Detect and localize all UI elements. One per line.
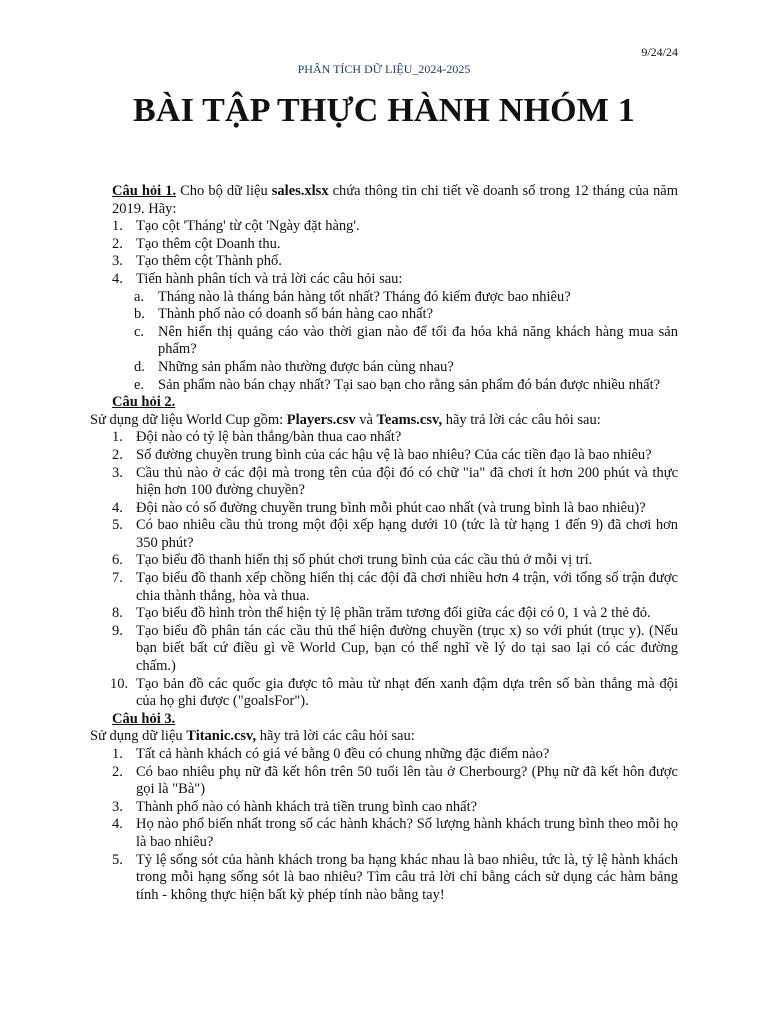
list-item bbox=[90, 429, 678, 447]
sub-item-text: Sản phẩm nào bán chạy nhất? Tại sao bạn cho rằng sản phẩm đó bán được nhiều nhất? bbox=[158, 376, 661, 393]
item-text: Có bao nhiêu cầu thủ trong một đội xếp hạng dưới 10 (tức là từ hạng 1 đến 9) đã chơi hơn 350 phút? bbox=[136, 517, 678, 551]
question-3-intro-b: hãy trả lời các câu hỏi sau: bbox=[256, 728, 415, 745]
question-2-intro-a: Sử dụng dữ liệu World Cup gồm: bbox=[90, 411, 287, 428]
item-text: Tiến hành phân tích và trả lời các câu hỏi sau: bbox=[136, 270, 403, 287]
item-text: Tạo biểu đồ phân tán các cầu thủ thể hiện đường chuyền (trục x) so với phút (trục y). (Nếu bạn biết bất cứ điều gì về World Cup, bạn có thể nghĩ về lý do tại sao lại có các đường chấm.) bbox=[136, 622, 678, 675]
list-item bbox=[90, 447, 678, 465]
item-text: Họ nào phổ biến nhất trong số các hành khách? Số lượng hành khách trung bình theo mỗi họ là bao nhiêu? bbox=[136, 816, 678, 850]
list-item bbox=[90, 218, 678, 236]
sub-item-letter: a. bbox=[134, 288, 145, 305]
item-text: Tạo biểu đồ thanh hiển thị số phút chơi trung bình của các cầu thủ ở mỗi vị trí. bbox=[136, 552, 593, 569]
question-2-file-teams: Teams.csv, bbox=[376, 411, 443, 428]
list-item bbox=[90, 236, 678, 254]
question-1-intro-b: chứa thông tin chi tiết về doanh số trong 12 tháng của năm 2019. Hãy: bbox=[112, 183, 678, 217]
item-text: Tạo bản đồ các quốc gia được tô màu từ nhạt đến xanh đậm dựa trên số bàn thắng mà đội của họ ghi được ("goalsFor"). bbox=[136, 675, 678, 710]
list-item bbox=[90, 764, 678, 799]
sub-item-letter: d. bbox=[134, 358, 145, 375]
item-number: 4. bbox=[112, 499, 123, 516]
question-1-sublist bbox=[136, 289, 678, 395]
question-2-file-players: Players.csv bbox=[286, 411, 356, 428]
sub-item-text: Thành phố nào có doanh số bán hàng cao nhất? bbox=[158, 306, 434, 323]
question-3-heading bbox=[90, 711, 678, 729]
item-number: 3. bbox=[112, 253, 123, 270]
item-number: 1. bbox=[112, 746, 123, 762]
question-2-heading bbox=[90, 394, 678, 412]
question-1-intro bbox=[90, 183, 678, 218]
document-title: BÀI TẬP THỰC HÀNH NHÓM 1 bbox=[133, 92, 635, 129]
question-2-intro-c: hãy trả lời các câu hỏi sau: bbox=[442, 411, 601, 428]
item-number: 2. bbox=[112, 763, 123, 780]
list-item bbox=[90, 253, 678, 271]
item-number: 5. bbox=[112, 851, 123, 868]
item-text: Tạo biểu đồ hình tròn thể hiện tỷ lệ phần trăm tương đối giữa các đội có 0, 1 và 2 thẻ đỏ. bbox=[136, 605, 651, 622]
item-text: Có bao nhiêu phụ nữ đã kết hôn trên 50 tuổi lên tàu ở Cherbourg? (Phụ nữ đã kết hôn được gọi là "Bà") bbox=[136, 763, 678, 798]
question-1-list bbox=[90, 218, 678, 394]
item-text: Tạo thêm cột Doanh thu. bbox=[136, 235, 281, 252]
item-number: 1. bbox=[112, 218, 123, 235]
question-1-intro-a: Cho bộ dữ liệu bbox=[176, 183, 272, 199]
document-body bbox=[90, 183, 678, 904]
list-item bbox=[90, 746, 678, 764]
sub-list-item bbox=[90, 359, 678, 377]
item-number: 7. bbox=[112, 570, 123, 587]
sub-item-text: Tháng nào là tháng bán hàng tốt nhất? Tháng đó kiếm được bao nhiêu? bbox=[158, 288, 571, 305]
item-number: 4. bbox=[112, 816, 123, 833]
item-number: 2. bbox=[112, 235, 123, 252]
question-2-list bbox=[90, 429, 678, 711]
sub-item-text: Những sản phẩm nào thường được bán cùng nhau? bbox=[158, 358, 454, 375]
question-3-intro-a: Sử dụng dữ liệu bbox=[90, 728, 187, 745]
list-item bbox=[90, 799, 678, 817]
list-item bbox=[90, 552, 678, 570]
sub-item-letter: e. bbox=[134, 376, 145, 393]
item-number: 2. bbox=[112, 446, 123, 463]
list-item bbox=[90, 816, 678, 851]
item-number: 3. bbox=[112, 798, 123, 815]
item-number: 5. bbox=[112, 517, 123, 534]
item-text: Số đường chuyền trung bình của các hậu vệ là bao nhiêu? Của các tiền đạo là bao nhiêu? bbox=[136, 446, 652, 463]
item-text: Tạo thêm cột Thành phố. bbox=[136, 253, 282, 270]
list-item bbox=[90, 517, 678, 552]
list-item bbox=[90, 676, 678, 711]
item-number: 1. bbox=[112, 429, 123, 446]
question-3-intro bbox=[90, 728, 678, 746]
list-item bbox=[90, 623, 678, 676]
sub-item-letter: b. bbox=[134, 306, 145, 323]
question-3-list bbox=[90, 746, 678, 904]
item-text: Đội nào có tỷ lệ bàn thắng/bàn thua cao nhất? bbox=[136, 429, 402, 446]
item-text: Tạo cột 'Tháng' từ cột 'Ngày đặt hàng'. bbox=[136, 218, 360, 235]
sub-list-item bbox=[90, 324, 678, 359]
list-item bbox=[90, 605, 678, 623]
item-number: 10. bbox=[110, 675, 129, 692]
sub-list-item bbox=[90, 377, 678, 395]
sub-list-item bbox=[90, 306, 678, 324]
item-number: 4. bbox=[112, 270, 123, 287]
list-item bbox=[90, 500, 678, 518]
sub-item-text: Nên hiển thị quảng cáo vào thời gian nào để tối đa hóa khả năng khách hàng mua sản phẩm? bbox=[158, 323, 678, 358]
list-item bbox=[90, 852, 678, 905]
question-2-intro bbox=[90, 412, 678, 430]
document-header: PHÂN TÍCH DỮ LIỆU_2024-2025 bbox=[297, 62, 471, 76]
item-text: Thành phố nào có hành khách trả tiền trung bình cao nhất? bbox=[136, 798, 478, 815]
item-text: Cầu thủ nào ở các đội mà trong tên của đội đó có chữ "ia" đã chơi ít hơn 200 phút và thực hiện hơn 100 đường chuyền? bbox=[136, 464, 678, 499]
question-3-label: Câu hỏi 3. bbox=[112, 710, 176, 727]
sub-list-item bbox=[90, 289, 678, 307]
document-date: 9/24/24 bbox=[641, 45, 678, 59]
question-2-label: Câu hỏi 2. bbox=[112, 394, 176, 411]
question-2-intro-b: và bbox=[355, 411, 377, 428]
item-number: 8. bbox=[112, 605, 123, 622]
item-text: Tỷ lệ sống sót của hành khách trong ba hạng khác nhau là bao nhiêu, tức là, tỷ lệ hành khách trong mỗi hạng sống sót là bao nhiêu? Tìm câu trả lời chỉ bằng cách sử dụng các hàm bảng tính - không thực hiện bất kỳ phép tính nào bằng tay! bbox=[136, 851, 678, 903]
item-text: Tạo biểu đồ thanh xếp chồng hiển thị các đội đã chơi nhiều hơn 4 trận, với tổng số trận được chia thành thắng, hòa và thua. bbox=[136, 570, 678, 604]
item-number: 3. bbox=[112, 464, 123, 481]
question-1-file: sales.xlsx bbox=[271, 183, 329, 199]
list-item bbox=[90, 570, 678, 605]
list-item bbox=[90, 271, 678, 394]
item-number: 9. bbox=[112, 622, 123, 639]
item-text: Tất cả hành khách có giá vé bằng 0 đều có chung những đặc điểm nào? bbox=[136, 746, 550, 762]
list-item bbox=[90, 465, 678, 500]
item-number: 6. bbox=[112, 552, 123, 569]
sub-item-letter: c. bbox=[134, 323, 145, 340]
question-3-file: Titanic.csv, bbox=[186, 728, 257, 745]
item-text: Đội nào có số đường chuyền trung bình mỗi phút cao nhất (và trung bình là bao nhiêu)? bbox=[136, 499, 646, 516]
question-1-label: Câu hỏi 1. bbox=[112, 183, 177, 199]
